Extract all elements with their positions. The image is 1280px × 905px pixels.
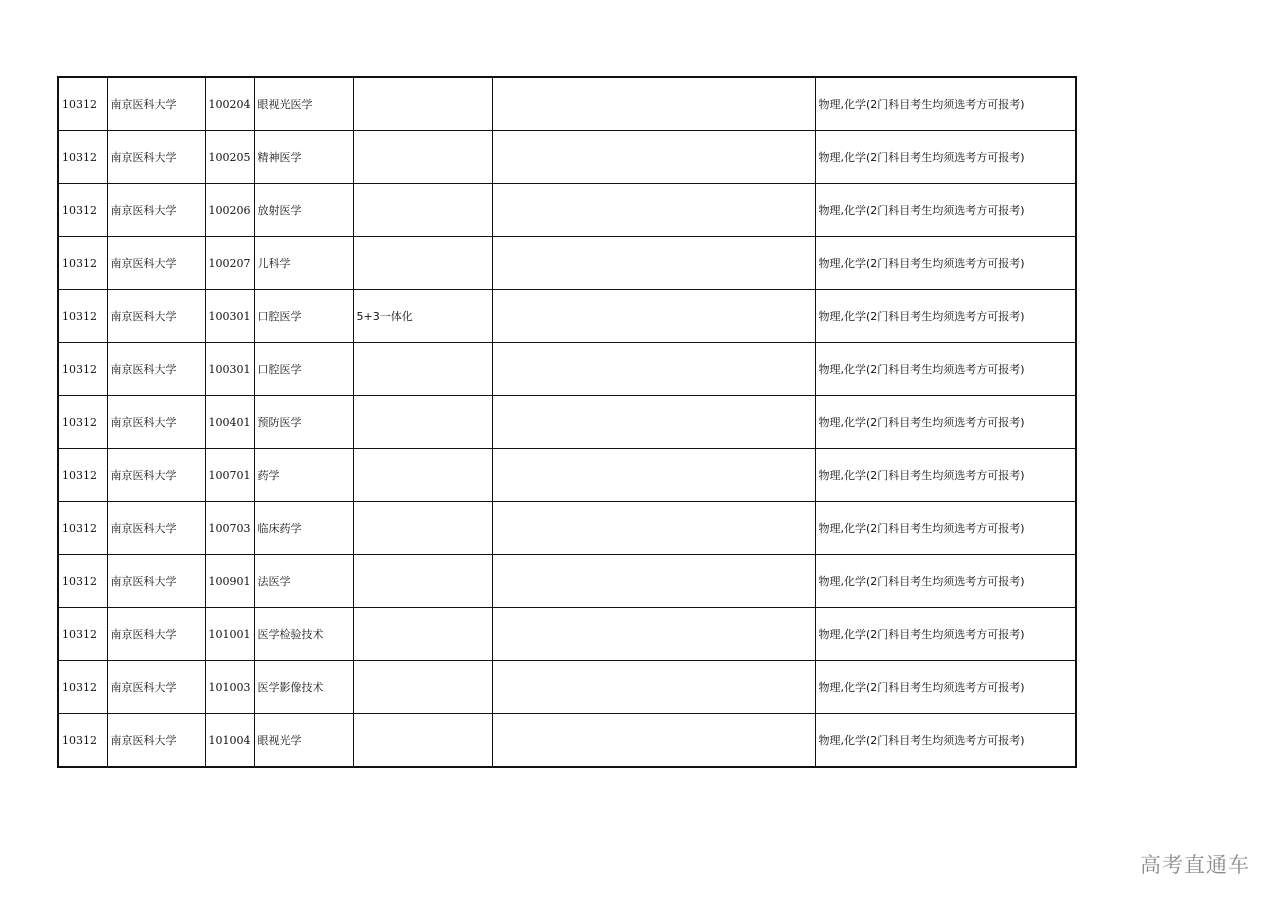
major-code-cell: 101004 [205, 714, 254, 768]
school-code-cell: 10312 [58, 608, 107, 661]
school-code-cell: 10312 [58, 396, 107, 449]
major-note-cell: 5+3一体化 [353, 290, 492, 343]
major-name-cell: 口腔医学 [254, 290, 353, 343]
major-name-cell: 临床药学 [254, 502, 353, 555]
table-row [58, 661, 1076, 714]
table-row [58, 449, 1076, 502]
major-code-cell: 100206 [205, 184, 254, 237]
subject-requirement-cell: 物理,化学(2门科目考生均须选考方可报考) [815, 77, 1076, 131]
table-row [58, 131, 1076, 184]
remarks-cell [492, 131, 815, 184]
remarks-cell [492, 714, 815, 768]
table-row [58, 396, 1076, 449]
subject-requirement-cell: 物理,化学(2门科目考生均须选考方可报考) [815, 396, 1076, 449]
school-name-cell: 南京医科大学 [107, 184, 205, 237]
school-code-cell: 10312 [58, 237, 107, 290]
major-code-cell: 100204 [205, 77, 254, 131]
major-note-cell [353, 449, 492, 502]
subject-requirement-cell: 物理,化学(2门科目考生均须选考方可报考) [815, 608, 1076, 661]
remarks-cell [492, 290, 815, 343]
subject-requirement-cell: 物理,化学(2门科目考生均须选考方可报考) [815, 661, 1076, 714]
school-name-cell: 南京医科大学 [107, 343, 205, 396]
major-code-cell: 100401 [205, 396, 254, 449]
school-name-cell: 南京医科大学 [107, 77, 205, 131]
major-note-cell [353, 714, 492, 768]
major-note-cell [353, 77, 492, 131]
major-note-cell [353, 502, 492, 555]
school-name-cell: 南京医科大学 [107, 396, 205, 449]
major-name-cell: 预防医学 [254, 396, 353, 449]
major-code-cell: 101001 [205, 608, 254, 661]
remarks-cell [492, 77, 815, 131]
major-note-cell [353, 396, 492, 449]
school-code-cell: 10312 [58, 131, 107, 184]
subject-requirement-cell: 物理,化学(2门科目考生均须选考方可报考) [815, 555, 1076, 608]
table-row [58, 184, 1076, 237]
major-code-cell: 100205 [205, 131, 254, 184]
school-code-cell: 10312 [58, 661, 107, 714]
table-row [58, 237, 1076, 290]
school-name-cell: 南京医科大学 [107, 502, 205, 555]
school-code-cell: 10312 [58, 449, 107, 502]
major-name-cell: 法医学 [254, 555, 353, 608]
subject-requirement-cell: 物理,化学(2门科目考生均须选考方可报考) [815, 184, 1076, 237]
major-code-cell: 100703 [205, 502, 254, 555]
remarks-cell [492, 343, 815, 396]
subject-requirement-cell: 物理,化学(2门科目考生均须选考方可报考) [815, 449, 1076, 502]
table-body [58, 77, 1076, 767]
remarks-cell [492, 502, 815, 555]
major-name-cell: 放射医学 [254, 184, 353, 237]
major-name-cell: 儿科学 [254, 237, 353, 290]
remarks-cell [492, 661, 815, 714]
school-code-cell: 10312 [58, 502, 107, 555]
school-name-cell: 南京医科大学 [107, 449, 205, 502]
table-row [58, 555, 1076, 608]
major-note-cell [353, 661, 492, 714]
table-row [58, 290, 1076, 343]
school-name-cell: 南京医科大学 [107, 131, 205, 184]
school-code-cell: 10312 [58, 343, 107, 396]
remarks-cell [492, 555, 815, 608]
school-name-cell: 南京医科大学 [107, 608, 205, 661]
subject-requirements-table [57, 76, 1077, 768]
major-note-cell [353, 343, 492, 396]
major-note-cell [353, 555, 492, 608]
major-note-cell [353, 131, 492, 184]
school-code-cell: 10312 [58, 290, 107, 343]
table-row [58, 343, 1076, 396]
major-code-cell: 100301 [205, 343, 254, 396]
subject-requirement-cell: 物理,化学(2门科目考生均须选考方可报考) [815, 343, 1076, 396]
major-code-cell: 100701 [205, 449, 254, 502]
major-note-cell [353, 237, 492, 290]
watermark: 高考直通车 [1140, 853, 1250, 877]
major-code-cell: 101003 [205, 661, 254, 714]
school-name-cell: 南京医科大学 [107, 290, 205, 343]
major-name-cell: 口腔医学 [254, 343, 353, 396]
major-code-cell: 100901 [205, 555, 254, 608]
major-name-cell: 眼视光医学 [254, 77, 353, 131]
remarks-cell [492, 449, 815, 502]
school-code-cell: 10312 [58, 184, 107, 237]
school-name-cell: 南京医科大学 [107, 661, 205, 714]
remarks-cell [492, 396, 815, 449]
remarks-cell [492, 608, 815, 661]
major-note-cell [353, 608, 492, 661]
major-name-cell: 药学 [254, 449, 353, 502]
major-code-cell: 100301 [205, 290, 254, 343]
subject-requirement-cell: 物理,化学(2门科目考生均须选考方可报考) [815, 714, 1076, 768]
school-code-cell: 10312 [58, 714, 107, 768]
school-name-cell: 南京医科大学 [107, 555, 205, 608]
school-name-cell: 南京医科大学 [107, 237, 205, 290]
table-row [58, 608, 1076, 661]
table-row [58, 77, 1076, 131]
remarks-cell [492, 184, 815, 237]
major-note-cell [353, 184, 492, 237]
major-name-cell: 医学影像技术 [254, 661, 353, 714]
table-row [58, 714, 1076, 768]
subject-requirement-cell: 物理,化学(2门科目考生均须选考方可报考) [815, 502, 1076, 555]
school-code-cell: 10312 [58, 555, 107, 608]
major-code-cell: 100207 [205, 237, 254, 290]
school-name-cell: 南京医科大学 [107, 714, 205, 768]
subject-requirement-cell: 物理,化学(2门科目考生均须选考方可报考) [815, 131, 1076, 184]
major-name-cell: 医学检验技术 [254, 608, 353, 661]
remarks-cell [492, 237, 815, 290]
subject-requirement-cell: 物理,化学(2门科目考生均须选考方可报考) [815, 237, 1076, 290]
major-name-cell: 精神医学 [254, 131, 353, 184]
table-row [58, 502, 1076, 555]
major-name-cell: 眼视光学 [254, 714, 353, 768]
school-code-cell: 10312 [58, 77, 107, 131]
subject-requirement-cell: 物理,化学(2门科目考生均须选考方可报考) [815, 290, 1076, 343]
